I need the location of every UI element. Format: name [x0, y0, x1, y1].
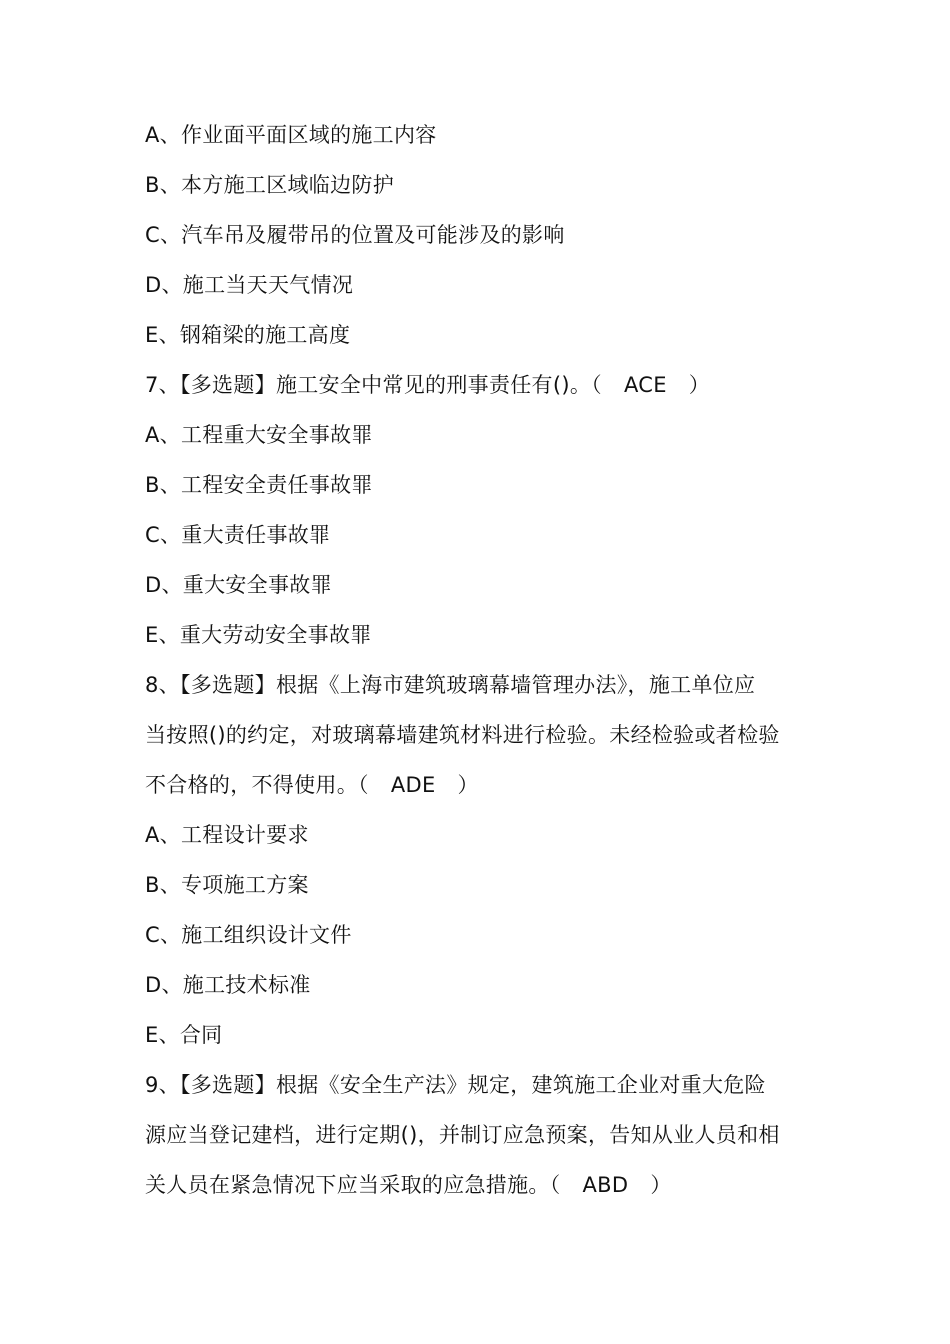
q6-option-c: C、汽车吊及履带吊的位置及可能涉及的影响: [145, 223, 565, 247]
q7-stem: [145, 360, 810, 410]
q6-option-d: D、施工当天天气情况: [145, 273, 354, 297]
document-page: [145, 110, 810, 1210]
q9-answer: ABD: [582, 1173, 629, 1197]
q7-option-d: D、重大安全事故罪: [145, 573, 332, 597]
q7-option-a: A、工程重大安全事故罪: [145, 423, 373, 447]
q8-option-a: A、工程设计要求: [145, 823, 309, 847]
q8-stem-last: 不合格的，不得使用。（: [145, 773, 369, 797]
q7-stem-text: 7、【多选题】施工安全中常见的刑事责任有()。（: [145, 373, 602, 397]
q7-close-paren: ）: [688, 373, 711, 397]
q8-option-b: B、专项施工方案: [145, 873, 309, 897]
q6-option-e: E、钢箱梁的施工高度: [145, 323, 351, 347]
q7-option-b: B、工程安全责任事故罪: [145, 473, 373, 497]
q8-answer: ADE: [390, 773, 436, 797]
q8-stem-line-3: [145, 760, 810, 810]
q8-option-e: E、合同: [145, 1023, 223, 1047]
q8-option-c: C、施工组织设计文件: [145, 923, 352, 947]
q7-option-e: E、重大劳动安全事故罪: [145, 623, 372, 647]
q9-stem-line-2: 源应当登记建档，进行定期()，并制订应急预案，告知从业人员和相: [145, 1123, 780, 1147]
q7-answer: ACE: [623, 373, 667, 397]
q8-option-d: D、施工技术标准: [145, 973, 311, 997]
q9-stem-last: 关人员在紧急情况下应当采取的应急措施。（: [145, 1173, 561, 1197]
q7-option-c: C、重大责任事故罪: [145, 523, 331, 547]
q6-option-b: B、本方施工区域临边防护: [145, 173, 395, 197]
q8-close-paren: ）: [457, 773, 479, 797]
q9-stem-line-3: [145, 1160, 810, 1210]
q9-stem-line-1: 9、【多选题】根据《安全生产法》规定，建筑施工企业对重大危险: [145, 1073, 766, 1097]
q6-option-a: A、作业面平面区域的施工内容: [145, 123, 437, 147]
q9-close-paren: ）: [650, 1173, 672, 1197]
q8-stem-line-1: 8、【多选题】根据《上海市建筑玻璃幕墙管理办法》，施工单位应: [145, 673, 756, 697]
q8-stem-line-2: 当按照()的约定，对玻璃幕墙建筑材料进行检验。未经检验或者检验: [145, 723, 780, 747]
